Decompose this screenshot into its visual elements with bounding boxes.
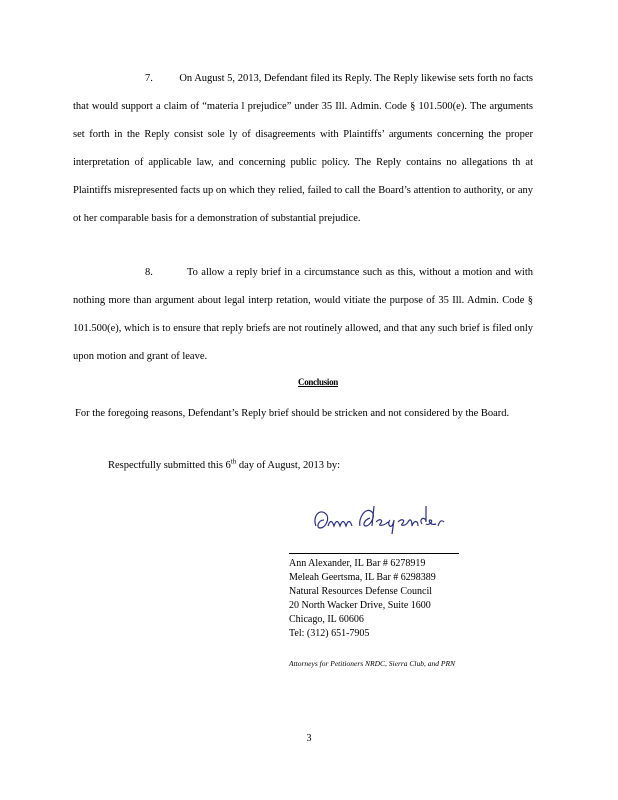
paragraph-7 bbox=[73, 65, 533, 233]
conclusion-heading: Conclusion bbox=[298, 377, 339, 387]
submission-line bbox=[108, 457, 341, 471]
signature-block-line: Meleah Geertsma, IL Bar # 6298389 bbox=[289, 572, 436, 583]
signature-block-line: Ann Alexander, IL Bar # 6278919 bbox=[289, 558, 426, 569]
signature-text: Ann Alexander bbox=[310, 498, 317, 499]
paragraph-number: 7. bbox=[145, 73, 153, 84]
signature-block-line: 20 North Wacker Drive, Suite 1600 bbox=[289, 600, 431, 611]
paragraph-number: 8. bbox=[145, 267, 153, 278]
signature-block-line: Natural Resources Defense Council bbox=[289, 586, 433, 597]
handwritten-signature bbox=[310, 498, 450, 538]
paragraph-text: On August 5, 2013, Defendant filed its Reply. The Reply likewise sets forth no facts that would support a claim of “materia l prejudice” under 35 Ill. Admin. Code § 101.500(e). The arguments set forth in the Reply consist sole ly of disagreements with Plaintiffs’ arguments concerning the proper interpretation of applicable law, and concerning public policy. The Reply contains no allegations th at Plaintiffs misrepresented facts up on which they relied, failed to call the Board’s attention to authority, or any ot her comparable basis for a demonstration of substantial prejudice. bbox=[73, 73, 534, 224]
submission-rest: day of August, 2013 by: bbox=[236, 460, 341, 471]
signature-block bbox=[289, 557, 436, 641]
signature-block-line: Tel: (312) 651-7905 bbox=[289, 628, 370, 639]
paragraph-text: To allow a reply brief in a circumstance such as this, without a motion and with nothing more than argument about legal interp retation, would vitiate the purpose of 35 Ill. Admin. Code § 101.500(e), which is to ensure that reply briefs are not routinely allowed, and that any such brief is filed only upon motion and grant of leave. bbox=[73, 267, 533, 362]
signature-block-line: Chicago, IL 60606 bbox=[289, 614, 364, 625]
page-number: 3 bbox=[306, 733, 312, 744]
attorneys-for-line: Attorneys for Petitioners NRDC, Sierra Club, and PRN bbox=[289, 659, 456, 668]
conclusion-paragraph: For the foregoing reasons, Defendant’s Reply brief should be stricken and not considered by the Board. bbox=[75, 408, 510, 419]
signature-line bbox=[289, 553, 459, 554]
paragraph-8 bbox=[73, 259, 533, 371]
submission-prefix: Respectfully submitted this 6 bbox=[108, 460, 231, 471]
ordinal-suffix: th bbox=[230, 457, 237, 466]
